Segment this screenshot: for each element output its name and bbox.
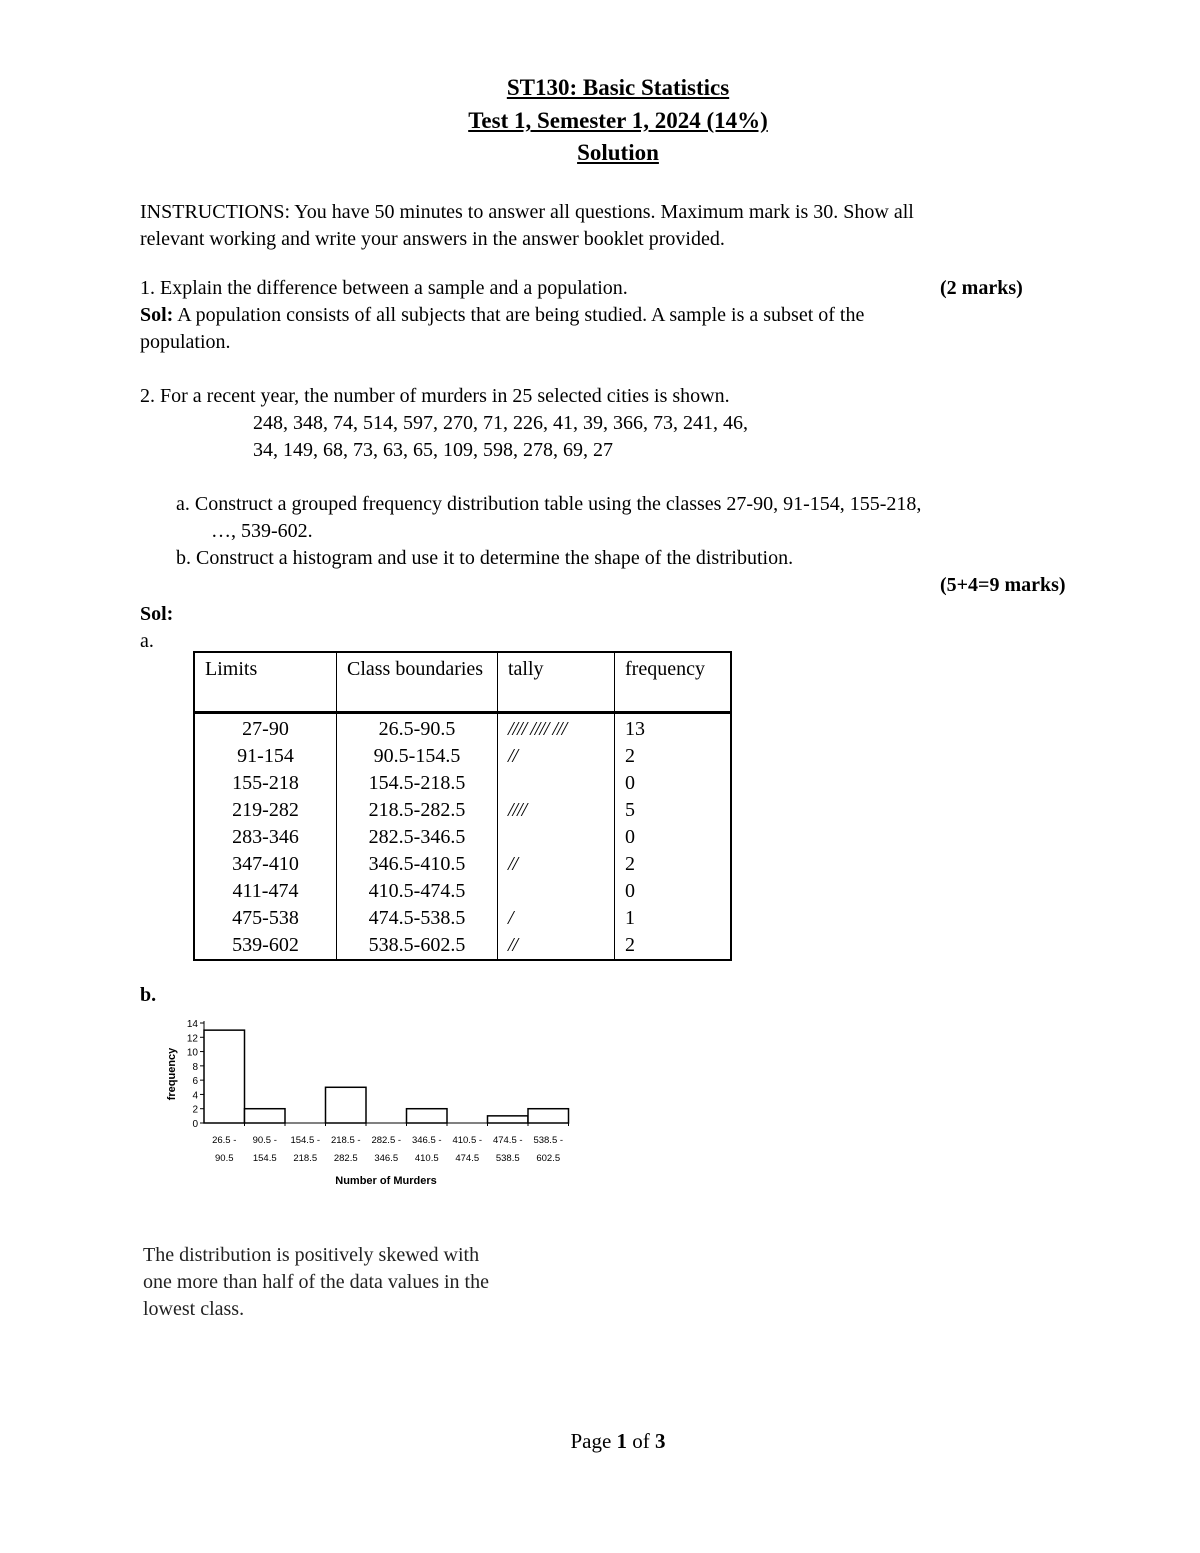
cell-limits: 347-410 xyxy=(194,851,337,878)
page-footer xyxy=(0,1429,1200,1454)
cell-tally: / xyxy=(498,905,615,932)
cell-frequency: 5 xyxy=(615,797,732,824)
instructions-line-2: relevant working and write your answers in the answer booklet provided. xyxy=(140,228,725,250)
table-row xyxy=(194,824,731,851)
q1-sol-label: Sol: xyxy=(140,304,174,326)
cell-frequency: 13 xyxy=(615,713,732,744)
histogram-y-label: frequency xyxy=(166,1047,178,1101)
x-tick-label-upper: 410.5 - xyxy=(452,1135,483,1146)
conclusion-text xyxy=(143,1242,489,1323)
x-tick-label-upper: 218.5 - xyxy=(330,1135,361,1146)
x-tick-label-lower: 346.5 xyxy=(374,1153,399,1164)
x-tick-label-lower: 90.5 xyxy=(215,1153,234,1164)
part-a-label: a. xyxy=(140,630,154,652)
histogram-bar xyxy=(407,1109,448,1123)
conclusion-line-1: The distribution is positively skewed with xyxy=(143,1244,480,1266)
y-tick-label: 6 xyxy=(192,1076,198,1088)
cell-frequency: 0 xyxy=(615,878,732,905)
cell-frequency: 1 xyxy=(615,905,732,932)
y-tick-label: 2 xyxy=(192,1104,198,1116)
table-row xyxy=(194,797,731,824)
cell-tally: //// //// /// xyxy=(498,713,615,744)
footer-page-total: 3 xyxy=(655,1429,666,1453)
x-tick-label-lower: 410.5 xyxy=(414,1153,439,1164)
cell-boundaries: 90.5-154.5 xyxy=(337,743,498,770)
cell-tally xyxy=(498,770,615,797)
q2-sol-label: Sol: xyxy=(140,603,174,625)
part-b-label: b. xyxy=(140,984,157,1006)
x-tick-label-lower: 154.5 xyxy=(252,1153,277,1164)
cell-limits: 411-474 xyxy=(194,878,337,905)
q2-data-line-2: 34, 149, 68, 73, 63, 65, 109, 598, 278, 69, 27 xyxy=(253,439,613,461)
x-tick-label-upper: 346.5 - xyxy=(411,1135,442,1146)
q1-sol-text: A population consists of all subjects that are being studied. A sample is a subset of the xyxy=(173,304,865,326)
histogram-axes xyxy=(204,1021,569,1123)
cell-tally: // xyxy=(498,743,615,770)
cell-limits: 283-346 xyxy=(194,824,337,851)
cell-tally xyxy=(498,824,615,851)
histogram-bar xyxy=(204,1030,245,1123)
q2-part-a-cont: …, 539-602. xyxy=(211,520,313,542)
histogram-bars xyxy=(204,1030,569,1123)
cell-boundaries: 346.5-410.5 xyxy=(337,851,498,878)
q2-part-b: b. Construct a histogram and use it to determine the shape of the distribution. xyxy=(176,547,794,569)
x-tick-label-lower: 218.5 xyxy=(293,1153,318,1164)
y-tick-label: 0 xyxy=(192,1119,198,1130)
y-tick-label: 8 xyxy=(192,1061,198,1073)
cell-frequency: 2 xyxy=(615,851,732,878)
q1-question: 1. Explain the difference between a sample and a population. xyxy=(140,277,628,299)
cell-tally xyxy=(498,878,615,905)
x-tick-label-lower: 538.5 xyxy=(495,1153,520,1164)
histogram-y-ticks xyxy=(187,1019,204,1130)
x-tick-label-upper: 474.5 - xyxy=(492,1135,523,1146)
q1-solution-line-2: population. xyxy=(140,331,231,353)
cell-limits: 155-218 xyxy=(194,770,337,797)
table-row xyxy=(194,770,731,797)
course-title: ST130: Basic Statistics xyxy=(506,75,730,100)
y-tick-label: 12 xyxy=(186,1033,198,1045)
q2-question: 2. For a recent year, the number of murders in 25 selected cities is shown. xyxy=(140,385,730,407)
cell-frequency: 0 xyxy=(615,824,732,851)
test-title: Test 1, Semester 1, 2024 (14%) xyxy=(468,108,768,133)
histogram-x-ticks xyxy=(212,1123,568,1164)
table-header-row xyxy=(194,652,731,713)
histogram-x-label: Number of Murders xyxy=(335,1175,437,1187)
cell-limits: 539-602 xyxy=(194,932,337,960)
cell-boundaries: 410.5-474.5 xyxy=(337,878,498,905)
x-tick-label-upper: 538.5 - xyxy=(533,1135,564,1146)
cell-tally: // xyxy=(498,932,615,960)
y-tick-label: 14 xyxy=(186,1019,198,1030)
x-tick-label-lower: 602.5 xyxy=(536,1153,561,1164)
header-tally: tally xyxy=(498,652,615,713)
header-frequency: frequency xyxy=(615,652,732,713)
frequency-table xyxy=(193,651,732,961)
q2-part-a: a. Construct a grouped frequency distribution table using the classes 27-90, 91-154, 155-218, xyxy=(176,493,922,515)
cell-boundaries: 538.5-602.5 xyxy=(337,932,498,960)
cell-boundaries: 282.5-346.5 xyxy=(337,824,498,851)
footer-page-number: 1 xyxy=(616,1429,628,1453)
q2-data-line-1: 248, 348, 74, 514, 597, 270, 71, 226, 41, 39, 366, 73, 241, 46, xyxy=(253,412,748,434)
cell-frequency: 0 xyxy=(615,770,732,797)
header-limits: Limits xyxy=(194,652,337,713)
histogram-bar xyxy=(245,1109,286,1123)
cell-limits: 219-282 xyxy=(194,797,337,824)
conclusion-line-3: lowest class. xyxy=(143,1298,245,1320)
cell-boundaries: 218.5-282.5 xyxy=(337,797,498,824)
y-tick-label: 10 xyxy=(186,1047,198,1059)
cell-limits: 91-154 xyxy=(194,743,337,770)
conclusion-line-2: one more than half of the data values in the xyxy=(143,1271,489,1293)
table-row xyxy=(194,878,731,905)
table-row xyxy=(194,713,731,744)
x-tick-label-upper: 154.5 - xyxy=(290,1135,321,1146)
table-row xyxy=(194,905,731,932)
cell-tally: // xyxy=(498,851,615,878)
cell-limits: 475-538 xyxy=(194,905,337,932)
footer-of-word: of xyxy=(627,1429,656,1453)
histogram-bar xyxy=(326,1087,367,1123)
q1-marks: (2 marks) xyxy=(940,277,1023,299)
q2-marks: (5+4=9 marks) xyxy=(940,574,1066,596)
table-row xyxy=(194,743,731,770)
x-tick-label-lower: 474.5 xyxy=(455,1153,480,1164)
table-row xyxy=(194,851,731,878)
x-tick-label-lower: 282.5 xyxy=(333,1153,358,1164)
footer-page-word: Page xyxy=(570,1429,617,1453)
cell-frequency: 2 xyxy=(615,743,732,770)
cell-boundaries: 26.5-90.5 xyxy=(337,713,498,744)
x-tick-label-upper: 90.5 - xyxy=(252,1135,277,1146)
q1-solution-line-1 xyxy=(140,302,864,329)
x-tick-label-upper: 282.5 - xyxy=(371,1135,402,1146)
cell-frequency: 2 xyxy=(615,932,732,960)
histogram-bar xyxy=(528,1109,569,1123)
table-row xyxy=(194,932,731,960)
cell-tally: //// xyxy=(498,797,615,824)
histogram-chart xyxy=(158,1010,588,1190)
header-class-boundaries: Class boundaries xyxy=(337,652,498,713)
instructions-line-1: INSTRUCTIONS: You have 50 minutes to answer all questions. Maximum mark is 30. Show all xyxy=(140,201,914,223)
histogram-bar xyxy=(488,1116,529,1123)
x-tick-label-upper: 26.5 - xyxy=(212,1135,237,1146)
y-tick-label: 4 xyxy=(192,1090,198,1102)
cell-boundaries: 154.5-218.5 xyxy=(337,770,498,797)
cell-limits: 27-90 xyxy=(194,713,337,744)
cell-boundaries: 474.5-538.5 xyxy=(337,905,498,932)
solution-title: Solution xyxy=(577,140,659,165)
